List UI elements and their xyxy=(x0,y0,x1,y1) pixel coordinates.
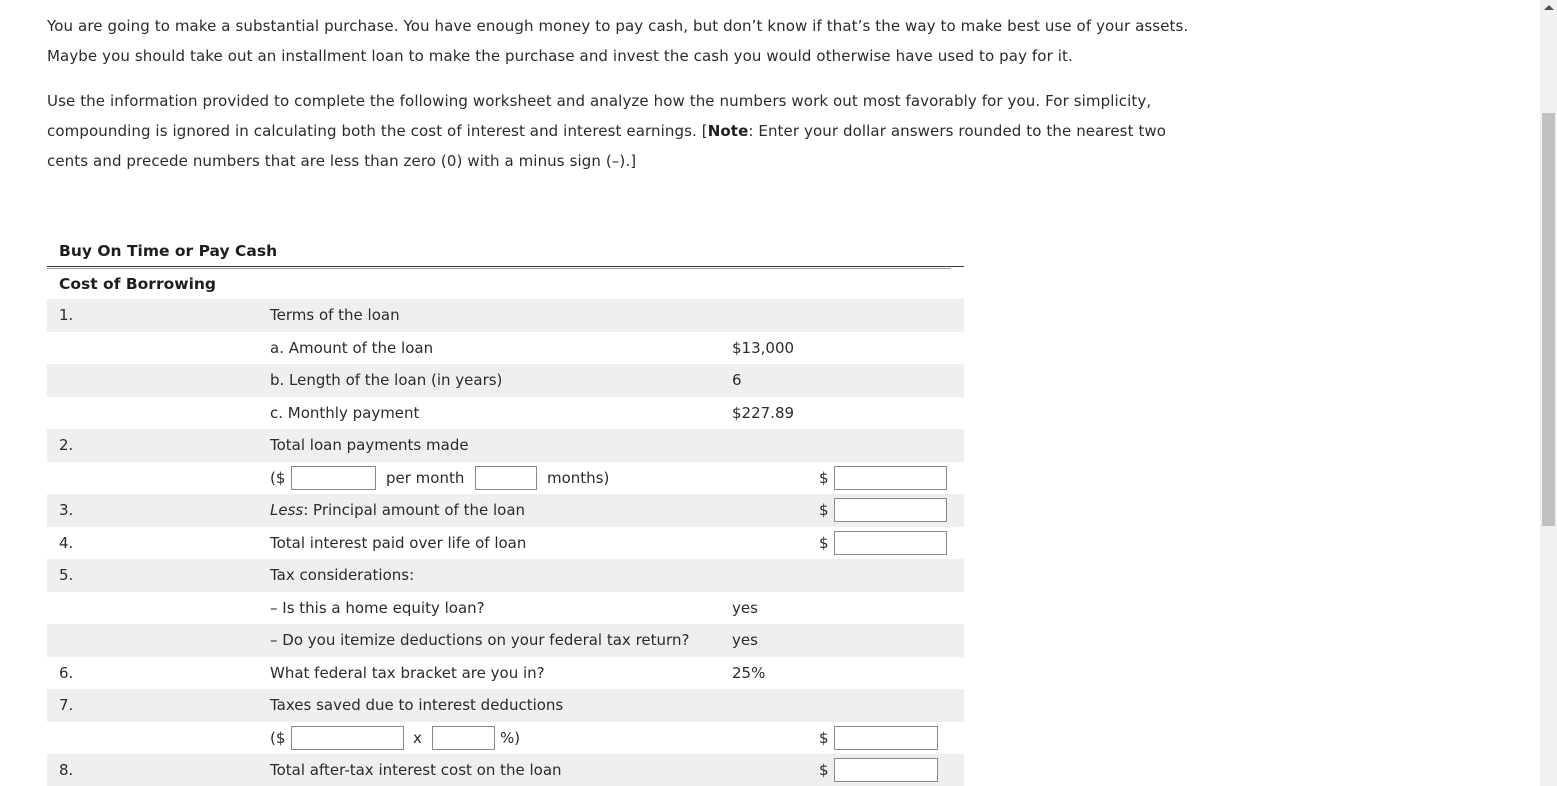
calc-open-paren: ($ xyxy=(270,728,286,747)
table-row xyxy=(47,754,964,786)
per-month-label: per month xyxy=(386,468,465,487)
itemize-value: yes xyxy=(732,631,758,649)
monthly-payment-value: $227.89 xyxy=(732,403,795,422)
times-sign: x xyxy=(413,728,422,747)
dollar-sign: $ xyxy=(819,728,829,747)
tax-rate-input[interactable] xyxy=(432,726,495,750)
row-number: 8. xyxy=(59,761,74,779)
interest-amount-input[interactable] xyxy=(291,726,404,750)
row-label: Total loan payments made xyxy=(270,436,469,454)
row-label: – Is this a home equity loan? xyxy=(270,598,485,617)
table-row xyxy=(47,559,964,592)
monthly-amount-input[interactable] xyxy=(291,466,376,490)
table-row xyxy=(47,299,964,332)
total-interest-input[interactable] xyxy=(834,531,947,555)
row-label: – Do you itemize deductions on your federal tax return? xyxy=(270,631,690,649)
row-label: Tax considerations: xyxy=(270,566,415,584)
home-equity-value: yes xyxy=(732,598,758,617)
tax-bracket-value: 25% xyxy=(732,663,766,682)
row-label: What federal tax bracket are you in? xyxy=(270,663,545,682)
table-row xyxy=(47,527,964,560)
table-row xyxy=(47,494,964,527)
scroll-up-arrow-icon[interactable] xyxy=(1544,5,1554,10)
intro-line: : Enter your dollar answers rounded to the nearest two xyxy=(748,122,1167,140)
dollar-sign: $ xyxy=(819,761,829,779)
table-row xyxy=(47,332,964,365)
vertical-scrollbar[interactable] xyxy=(1540,0,1557,786)
table-row xyxy=(47,462,964,495)
calc-open-paren: ($ xyxy=(270,468,286,487)
scrollbar-thumb[interactable] xyxy=(1542,113,1555,526)
loan-amount-value: $13,000 xyxy=(732,338,795,357)
intro-line: cents and precede numbers that are less than zero (0) with a minus sign (–).] xyxy=(47,152,637,170)
worksheet-subtitle: Cost of Borrowing xyxy=(59,275,217,293)
row-number: 7. xyxy=(59,696,74,714)
dollar-sign: $ xyxy=(819,533,829,552)
taxes-saved-input[interactable] xyxy=(834,726,938,750)
row-label: Total interest paid over life of loan xyxy=(270,533,527,552)
dollar-sign: $ xyxy=(819,501,829,519)
worksheet-title: Buy On Time or Pay Cash xyxy=(47,236,964,267)
intro-line: Maybe you should take out an installment loan to make the purchase and invest the cash you would otherwise have used to pay for it. xyxy=(47,47,1073,65)
row-label: Total after-tax interest cost on the loan xyxy=(270,761,562,779)
intro-paragraph-1 xyxy=(47,11,1247,71)
row-number: 3. xyxy=(59,501,74,519)
table-row xyxy=(47,397,964,430)
intro-paragraph-2 xyxy=(47,86,1247,176)
note-label: Note xyxy=(707,122,749,140)
table-row xyxy=(47,657,964,690)
table-row xyxy=(47,592,964,625)
row-label: c. Monthly payment xyxy=(270,403,420,422)
row-label: Terms of the loan xyxy=(270,306,400,324)
loan-length-value: 6 xyxy=(732,371,742,389)
row-label-text: : Principal amount of the loan xyxy=(303,501,526,519)
dollar-sign: $ xyxy=(819,468,829,487)
percent-close-paren: %) xyxy=(500,728,521,747)
intro-line: compounding is ignored in calculating both the cost of interest and interest earnings. [ xyxy=(47,122,708,140)
row-label: b. Length of the loan (in years) xyxy=(270,371,503,389)
table-row xyxy=(47,429,964,462)
total-payments-input[interactable] xyxy=(834,466,947,490)
worksheet xyxy=(47,236,964,786)
months-label: months) xyxy=(547,468,610,487)
less-label: Less xyxy=(270,501,304,519)
table-row xyxy=(47,722,964,755)
intro-line: Use the information provided to complete the following worksheet and analyze how the numbers work out most favorably for you. For simplicity, xyxy=(47,92,1152,110)
row-number: 2. xyxy=(59,436,74,454)
table-row xyxy=(47,689,964,722)
row-number: 5. xyxy=(59,566,74,584)
row-label: a. Amount of the loan xyxy=(270,338,434,357)
number-of-months-input[interactable] xyxy=(475,466,537,490)
row-number: 4. xyxy=(59,533,74,552)
row-label: Taxes saved due to interest deductions xyxy=(270,696,564,714)
row-number: 6. xyxy=(59,663,74,682)
after-tax-cost-input[interactable] xyxy=(834,758,938,782)
principal-input[interactable] xyxy=(834,498,947,522)
row-label xyxy=(270,494,525,526)
intro-line: You are going to make a substantial purchase. You have enough money to pay cash, but don’t know if that’s the way to make best use of your assets. xyxy=(47,17,1189,35)
table-row xyxy=(47,624,964,657)
row-number: 1. xyxy=(59,306,74,324)
table-row xyxy=(47,364,964,397)
